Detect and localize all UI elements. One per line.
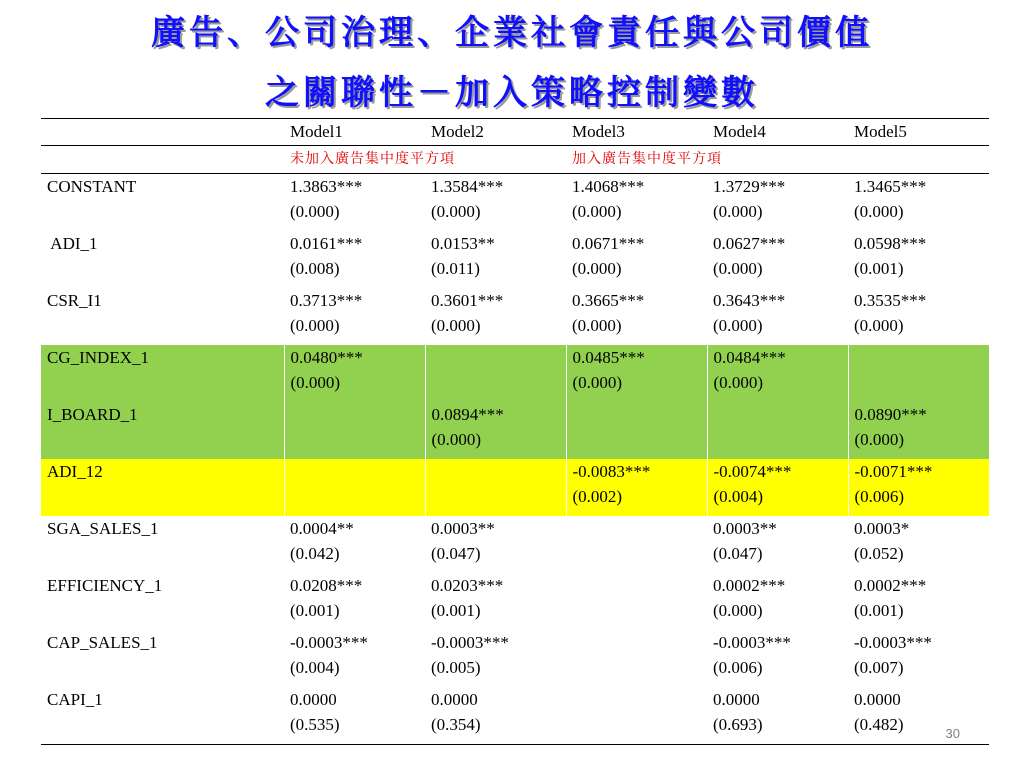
p-value: (0.000) xyxy=(572,316,622,335)
model3-cell xyxy=(566,288,707,345)
p-value: (0.000) xyxy=(713,202,763,221)
table-row xyxy=(41,630,989,687)
coefficient: 0.0890*** xyxy=(854,405,927,424)
model4-cell xyxy=(707,231,848,288)
variable-name: CONSTANT xyxy=(47,177,137,196)
p-value: (0.052) xyxy=(854,544,904,563)
coefficient: 0.0208*** xyxy=(290,576,363,595)
coefficient: 0.3643*** xyxy=(713,291,786,310)
model4-cell xyxy=(707,459,848,516)
model2-cell xyxy=(425,687,566,745)
model3-cell xyxy=(566,459,707,516)
header-row xyxy=(41,119,989,146)
coefficient: 0.0894*** xyxy=(431,405,504,424)
model3-cell xyxy=(566,345,707,402)
p-value: (0.001) xyxy=(854,259,904,278)
table-row xyxy=(41,459,989,516)
coefficient: 0.0153** xyxy=(431,234,495,253)
p-value: (0.000) xyxy=(572,259,622,278)
coefficient: 0.3713*** xyxy=(290,291,363,310)
coefficient: 0.0004** xyxy=(290,519,354,538)
coefficient: 0.0480*** xyxy=(290,348,363,367)
table-row xyxy=(41,345,989,402)
model2-cell xyxy=(425,345,566,402)
coefficient: 0.0671*** xyxy=(572,234,645,253)
p-value: (0.001) xyxy=(290,601,340,620)
model4-cell xyxy=(707,573,848,630)
model1-cell xyxy=(284,231,425,288)
model2-cell xyxy=(425,288,566,345)
model5-cell xyxy=(848,630,989,687)
model4-cell xyxy=(707,630,848,687)
table-row xyxy=(41,288,989,345)
model5-cell xyxy=(848,687,989,745)
p-value: (0.006) xyxy=(854,487,905,506)
p-value: (0.535) xyxy=(290,715,340,734)
coefficient: 0.0000 xyxy=(431,690,478,709)
coefficient: 0.0003** xyxy=(431,519,495,538)
p-value: (0.000) xyxy=(713,316,763,335)
regression-table xyxy=(41,118,990,745)
coefficient: 0.0627*** xyxy=(713,234,786,253)
model1-cell xyxy=(284,288,425,345)
p-value: (0.005) xyxy=(431,658,481,677)
model5-cell xyxy=(848,288,989,345)
p-value: (0.000) xyxy=(713,373,764,392)
coefficient: 0.0002*** xyxy=(854,576,927,595)
header-model2: Model2 xyxy=(431,122,484,141)
coefficient: 0.0161*** xyxy=(290,234,363,253)
p-value: (0.047) xyxy=(431,544,481,563)
p-value: (0.004) xyxy=(290,658,340,677)
p-value: (0.004) xyxy=(713,487,764,506)
header-model1: Model1 xyxy=(290,122,343,141)
model1-cell xyxy=(284,573,425,630)
p-value: (0.000) xyxy=(290,202,340,221)
coefficient: -0.0071*** xyxy=(854,462,933,481)
model1-cell xyxy=(284,687,425,745)
p-value: (0.042) xyxy=(290,544,340,563)
p-value: (0.482) xyxy=(854,715,904,734)
p-value: (0.000) xyxy=(431,430,482,449)
subheader-without-squared: 未加入廣告集中度平方項 xyxy=(290,151,455,167)
coefficient: 0.0000 xyxy=(713,690,760,709)
p-value: (0.001) xyxy=(854,601,904,620)
model1-cell xyxy=(284,516,425,573)
variable-name: CAP_SALES_1 xyxy=(47,633,158,652)
subheader-row xyxy=(41,146,989,174)
model2-cell xyxy=(425,402,566,459)
model5-cell xyxy=(848,174,989,232)
model4-cell xyxy=(707,516,848,573)
model3-cell xyxy=(566,630,707,687)
header-cell-blank xyxy=(41,119,284,146)
model5-cell xyxy=(848,573,989,630)
model2-cell xyxy=(425,573,566,630)
coefficient: 1.3863*** xyxy=(290,177,363,196)
table-row xyxy=(41,573,989,630)
p-value: (0.000) xyxy=(572,202,622,221)
model1-cell xyxy=(284,630,425,687)
coefficient: 0.0000 xyxy=(290,690,337,709)
page-number: 30 xyxy=(945,726,960,741)
table-row xyxy=(41,402,989,459)
model2-cell xyxy=(425,174,566,232)
p-value: (0.000) xyxy=(572,373,623,392)
header-model4: Model4 xyxy=(713,122,766,141)
model2-cell xyxy=(425,459,566,516)
model4-cell xyxy=(707,687,848,745)
model4-cell xyxy=(707,288,848,345)
p-value: (0.000) xyxy=(431,202,481,221)
variable-name: I_BOARD_1 xyxy=(41,402,284,459)
coefficient: 0.3665*** xyxy=(572,291,645,310)
p-value: (0.007) xyxy=(854,658,904,677)
p-value: (0.011) xyxy=(431,259,480,278)
p-value: (0.000) xyxy=(290,316,340,335)
model2-cell xyxy=(425,231,566,288)
model5-cell xyxy=(848,402,989,459)
coefficient: 1.3729*** xyxy=(713,177,786,196)
p-value: (0.000) xyxy=(290,373,341,392)
model5-cell xyxy=(848,345,989,402)
model4-cell xyxy=(707,402,848,459)
p-value: (0.006) xyxy=(713,658,763,677)
p-value: (0.001) xyxy=(431,601,481,620)
model3-cell xyxy=(566,573,707,630)
p-value: (0.000) xyxy=(713,259,763,278)
p-value: (0.000) xyxy=(854,202,904,221)
coefficient: -0.0003*** xyxy=(431,633,509,652)
model1-cell xyxy=(284,402,425,459)
model3-cell xyxy=(566,516,707,573)
model2-cell xyxy=(425,516,566,573)
coefficient: -0.0074*** xyxy=(713,462,792,481)
variable-name: CG_INDEX_1 xyxy=(41,345,284,402)
coefficient: 0.0484*** xyxy=(713,348,786,367)
coefficient: -0.0003*** xyxy=(854,633,932,652)
p-value: (0.000) xyxy=(854,430,905,449)
coefficient: 1.3584*** xyxy=(431,177,504,196)
variable-name: ADI_1 xyxy=(47,234,98,253)
model3-cell xyxy=(566,231,707,288)
coefficient: 0.3601*** xyxy=(431,291,504,310)
header-model3: Model3 xyxy=(572,122,625,141)
coefficient: 0.3535*** xyxy=(854,291,927,310)
subheader-blank xyxy=(41,146,284,174)
model1-cell xyxy=(284,345,425,402)
p-value: (0.047) xyxy=(713,544,763,563)
coefficient: 1.4068*** xyxy=(572,177,645,196)
coefficient: 0.0003** xyxy=(713,519,777,538)
variable-name: EFFICIENCY_1 xyxy=(47,576,163,595)
slide-title-line1: 廣告、公司治理、企業社會責任與公司價值 xyxy=(151,13,873,53)
model1-cell xyxy=(284,174,425,232)
model2-cell xyxy=(425,630,566,687)
p-value: (0.693) xyxy=(713,715,763,734)
coefficient: 0.0598*** xyxy=(854,234,927,253)
coefficient: 0.0485*** xyxy=(572,348,645,367)
table-row xyxy=(41,687,989,745)
p-value: (0.000) xyxy=(431,316,481,335)
variable-name: CSR_I1 xyxy=(47,291,102,310)
coefficient: 0.0002*** xyxy=(713,576,786,595)
p-value: (0.008) xyxy=(290,259,340,278)
p-value: (0.000) xyxy=(713,601,763,620)
slide-title-line2: 之關聯性－加入策略控制變數 xyxy=(265,73,759,113)
coefficient: -0.0083*** xyxy=(572,462,651,481)
coefficient: 1.3465*** xyxy=(854,177,927,196)
variable-name: ADI_12 xyxy=(41,459,284,516)
model3-cell xyxy=(566,687,707,745)
model5-cell xyxy=(848,459,989,516)
p-value: (0.354) xyxy=(431,715,481,734)
coefficient: 0.0203*** xyxy=(431,576,504,595)
p-value: (0.000) xyxy=(854,316,904,335)
variable-name: SGA_SALES_1 xyxy=(47,519,159,538)
model5-cell xyxy=(848,231,989,288)
model3-cell xyxy=(566,402,707,459)
coefficient: -0.0003*** xyxy=(713,633,791,652)
subheader-with-squared: 加入廣告集中度平方項 xyxy=(572,151,722,167)
model1-cell xyxy=(284,459,425,516)
model5-cell xyxy=(848,516,989,573)
table-row xyxy=(41,231,989,288)
coefficient: 0.0003* xyxy=(854,519,910,538)
model4-cell xyxy=(707,174,848,232)
model3-cell xyxy=(566,174,707,232)
coefficient: 0.0000 xyxy=(854,690,901,709)
p-value: (0.002) xyxy=(572,487,623,506)
variable-name: CAPI_1 xyxy=(47,690,103,709)
header-model5: Model5 xyxy=(854,122,907,141)
coefficient: -0.0003*** xyxy=(290,633,368,652)
table-row xyxy=(41,516,989,573)
model4-cell xyxy=(707,345,848,402)
table-row xyxy=(41,174,989,232)
